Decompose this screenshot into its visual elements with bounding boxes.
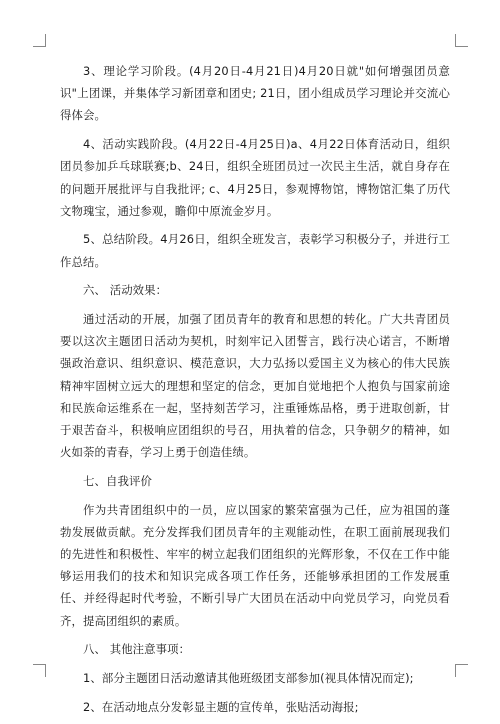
paragraph-practice: 4、活动实践阶段。(4月22日-4月25日)a、4月22日体育活动日，组织团员参加乒乓球联赛;b、24日，组织全班团员过一次民主生活，就自身存在的问题开展批评与自我批评; c、4月25日，参观博物馆，博物馆汇集了历代文物瑰宝，通过参观，瞻仰中原流金岁月。 bbox=[60, 137, 450, 218]
crop-mark-bottom-right bbox=[455, 664, 468, 677]
paragraph-note-1: 1、部分主题团日活动邀请其他班级团支部参加(视具体情况而定); bbox=[83, 671, 414, 686]
paragraph-note-2: 2、在活动地点分发彰显主题的宣传单，张贴活动海报; bbox=[83, 699, 359, 714]
section-heading-notes: 八、 其他注意事项： bbox=[83, 642, 191, 657]
document-body bbox=[60, 60, 450, 724]
crop-mark-top-left bbox=[33, 34, 46, 47]
crop-mark-top-right bbox=[455, 34, 468, 47]
crop-mark-bottom-left bbox=[33, 664, 46, 677]
section-heading-effect: 六、 活动效果： bbox=[83, 283, 168, 298]
paragraph-summary: 5、总结阶段。4月26日，组织全班发言，表彰学习积极分子，并进行工作总结。 bbox=[60, 232, 450, 269]
paragraph-effect: 通过活动的开展，加强了团员青年的教育和思想的转化。广大共青团员要以这次主题团日活动为契机，时刻牢记入团誓言，践行决心诺言，不断增强政治意识、组织意识、模范意识，大力弘扬以爱国主义为核心的伟大民族精神牢固树立远大的理想和坚定的信念，更加自觉地把个人抱负与国家前途和民族命运维系在一起，坚持刻苦学习，注重锤炼品格，勇于进取创新，甘于艰苦奋斗，积极响应团组织的号召，用执着的信念，只争朝夕的精神，如火如荼的青春，学习上勇于创造佳绩。 bbox=[60, 312, 450, 460]
paragraph-theory-study: 3、理论学习阶段。(4月20日-4月21日)4月20日就"如何增强团员意识"上团课，并集体学习新团章和团史; 21日，团小组成员学习理论并交流心得体会。 bbox=[60, 64, 450, 123]
paragraph-self-evaluation: 作为共青团组织中的一员，应以国家的繁荣富强为己任，应为祖国的蓬勃发展做贡献。充分发挥我们团员青年的主观能动性，在职工面前展现我们的先进性和积极性、牢牢的树立起我们团组织的光辉形象，不仅在工作中能够运用我们的技术和知识完成各项工作任务，还能够承担团的工作发展重任、并经得起时代考验，不断引导广大团员在活动中向党员学习，向党员看齐，提高团组织的素质。 bbox=[60, 502, 450, 628]
section-heading-self-evaluation: 七、自我评价 bbox=[83, 473, 152, 488]
